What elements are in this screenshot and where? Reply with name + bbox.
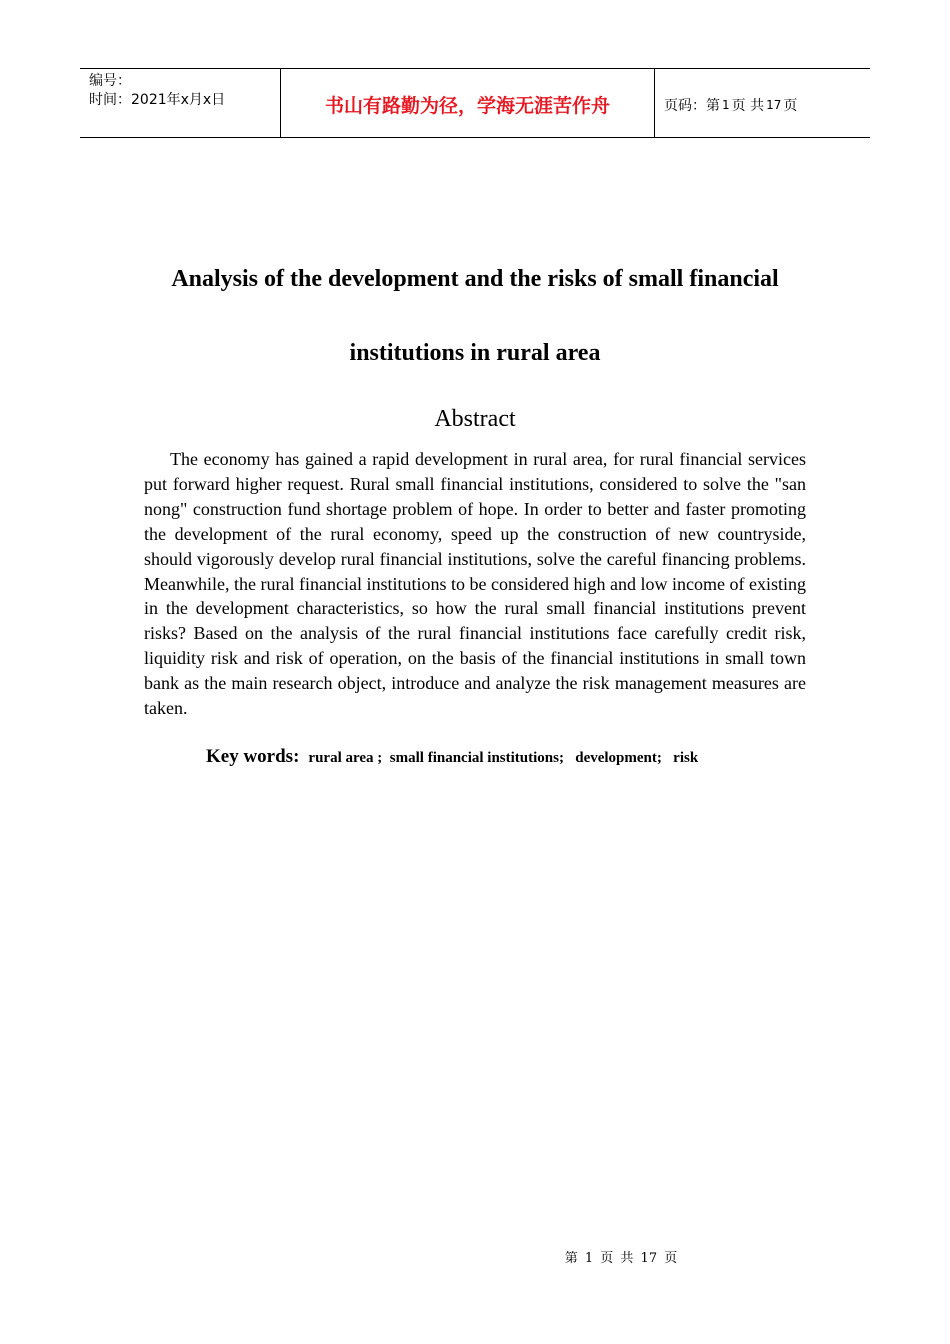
page-prefix: 页码：第 [664, 97, 720, 114]
document-date: 时间：2021年x月x日 [89, 92, 226, 108]
page-current: 1 [722, 97, 730, 112]
header-meta-cell [80, 69, 281, 137]
keywords-label: Key words: [206, 746, 300, 767]
page-suffix: 页 [783, 97, 798, 114]
header-motto-cell [281, 69, 655, 137]
page-footer: 第 1 页 共 17 页 [564, 1251, 678, 1266]
document-header [80, 68, 870, 138]
keyword: rural area [308, 750, 374, 766]
document-number-label: 编号： [89, 73, 131, 89]
header-motto: 书山有路勤为径，学海无涯苦作舟 [324, 95, 610, 117]
page-total: 17 [766, 97, 782, 112]
document-title-line-1: Analysis of the development and the risks of small financial [171, 266, 779, 292]
document-title-line-2: institutions in rural area [349, 340, 601, 366]
keyword: small financial institutions [389, 750, 559, 766]
abstract-heading: Abstract [434, 406, 516, 432]
keyword-separator: ; [656, 750, 674, 766]
keyword: risk [673, 750, 699, 766]
page-middle: 页 共 [731, 97, 765, 114]
keyword: development [575, 750, 657, 766]
keyword-separator: ; [558, 750, 576, 766]
header-page-cell [655, 69, 870, 137]
abstract-body: The economy has gained a rapid development in rural area, for rural financial services put forward higher request. Rural small financial institutions, considered to solve the "san nong" construction fund shortage problem of hope. In order to better and faster promoting the development of the rural economy, speed up the construction of new countryside, should vigorously develop rural financial institutions, solve the careful financing problems. Meanwhile, the rural financial institutions to be considered high and low income of existing in the development characteristics, so how the rural small financial institutions prevent risks? Based on the analysis of the rural financial institutions face carefully credit risk, liquidity risk and risk of operation, on the basis of the financial institutions in small town bank as the main research object, introduce and analyze the risk management measures are taken. [144, 449, 806, 719]
keyword-separator: ; [373, 750, 390, 766]
keywords-line [206, 746, 698, 768]
